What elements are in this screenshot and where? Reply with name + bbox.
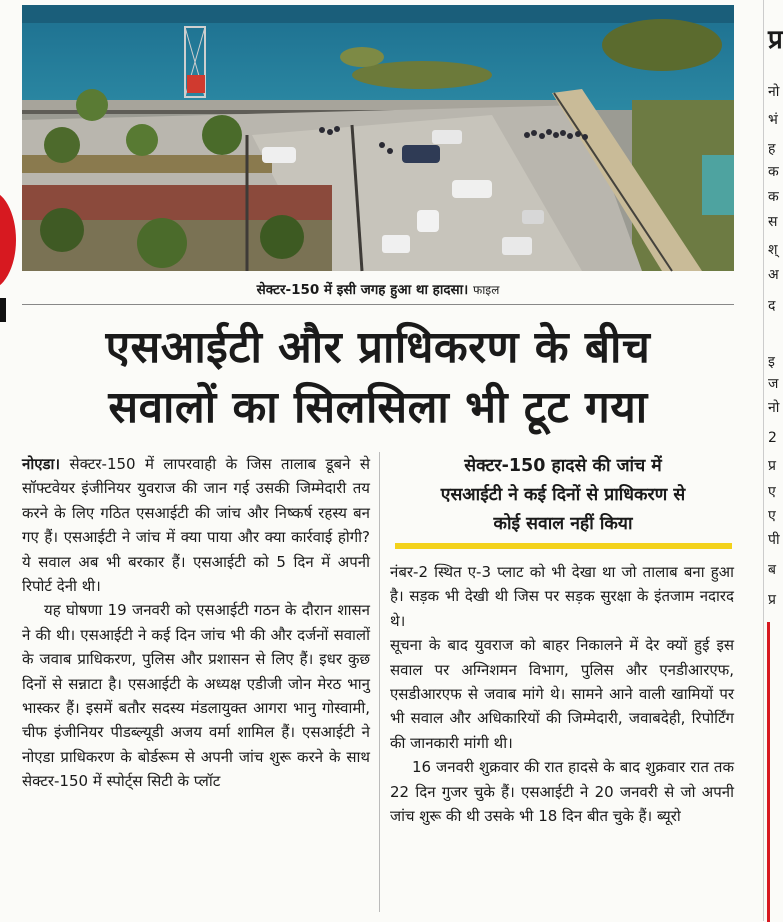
black-bar-fragment [0,298,6,322]
highlight-box [392,452,734,539]
highlight-line-2: एसआईटी ने कई दिनों से प्राधिकरण से [440,485,686,505]
caption-text: सेक्टर-150 में इसी जगह हुआ था हादसा। [256,282,469,298]
adjacent-text-fragment: भं [768,112,778,128]
adjacent-text-fragment: स [768,214,778,230]
dateline: नोएडा। [22,455,61,473]
article-column-left [22,452,370,794]
highlight-line-1: सेक्टर-150 हादसे की जांच में [464,456,662,476]
red-rule [767,622,770,922]
column-divider [379,452,380,912]
adjacent-text-fragment: ज [768,376,779,392]
adjacent-text-fragment: नो [768,400,780,416]
red-logo-fragment [0,190,16,290]
paragraph-5: 16 जनवरी शुक्रवार की रात हादसे के बाद शुक्रवार रात तक 22 दिन गुजर चुके हैं। एसआईटी ने 20 जनवरी से जो अपनी जांच शुरू की थी उसके भी 18 दिन बीत चुके हैं। ब्यूरो [390,758,734,826]
adjacent-text-fragment: पी [768,532,780,548]
adjacent-text-fragment: 2 [768,430,777,446]
adjacent-text-fragment: ए [768,484,776,500]
adjacent-text-fragment: ए [768,508,776,524]
highlight-bar [395,543,732,549]
headline-line-2: सवालों का सिलसिला भी टूट गया [108,382,648,433]
paragraph-3: नंबर-2 स्थित ए-3 प्लाट को भी देखा था जो तालाब बना हुआ है। सड़क भी देखी थी जिस पर सड़क सुरक्षा के इंतजाम नदारद थे। [390,563,734,630]
adjacent-article-edge-right [763,0,781,921]
headline-line-1: एसआईटी और प्राधिकरण के बीच [105,322,651,373]
adjacent-text-fragment: ह [768,141,776,157]
adjacent-text-fragment: ब [768,562,776,578]
paragraph-2: यह घोषणा 19 जनवरी को एसआईटी गठन के दौरान शासन ने की थी। एसआईटी ने कई दिन जांच भी की और दर्जनों सवालों के जवाब प्राधिकरण, पुलिस और प्रशासन से लिए हैं। इधर कुछ दिनों से सन्नाटा है। एसआईटी के अध्यक्ष एडीजी जोन मेरठ भानु भास्कर हैं। इसमें बतौर सदस्य मंडलायुक्त आगरा भानु गोस्वामी, चीफ इंजीनियर पीडब्ल्यूडी अजय वर्मा शामिल हैं। एसआईटी ने नोएडा प्राधिकरण के बोर्डरूम से अपनी जांच शुरू करने के साथ सेक्टर-150 में स्पोर्ट्स सिटी के प्लॉट [22,601,370,791]
highlight-line-3: कोई सवाल नहीं किया [493,514,633,534]
adjacent-text-fragment: इ [768,354,775,370]
adjacent-text-fragment: प्र [768,592,776,608]
paragraph-1 [22,452,370,598]
adjacent-text-fragment: क [768,189,779,205]
paragraph-1-text: सेक्टर-150 में लापरवाही के जिस तालाब डूबने से सॉफ्टवेयर इंजीनियर युवराज की जान गई उसकी जिम्मेदारी तय करने के लिए गठित एसआईटी की जांच और निष्कर्ष रहस्य बन गए हैं। एसआईटी ने जांच में क्या पाया और क्या कार्रवाई होगी? ये सवाल अब भी बरकार हैं। एसआईटी को 5 दिन में अपनी रिपोर्ट देनी थी। [22,455,370,596]
adjacent-text-fragment: प्र [768,458,776,474]
news-photo [22,5,734,271]
adjacent-text-fragment: द [768,298,776,314]
adjacent-headline-fragment: प्र [768,25,783,55]
adjacent-article-edge-left [0,180,22,330]
paragraph-4: सूचना के बाद युवराज को बाहर निकालने में देर क्यों हुई इस सवाल पर अग्निशमन विभाग, पुलिस और एनडीआरएफ, एसडीआरएफ से जवाब मांगे थे। सामने आने वाली खामियों पर भी सवाल और अधिकारियों की जिम्मेदारी, जवाबदेही, रिपोर्टिंग की जानकारी मांगी थी। [390,636,734,752]
adjacent-text-fragment: श् [768,242,778,258]
headline [22,318,734,438]
photo-caption [22,280,734,298]
aerial-photo-illustration [22,5,734,271]
divider [22,304,734,305]
caption-credit: फाइल [472,283,500,297]
adjacent-text-fragment: नो [768,84,780,100]
adjacent-text-fragment: अ [768,267,779,283]
article-column-right [390,560,734,828]
adjacent-text-fragment: क [768,164,779,180]
